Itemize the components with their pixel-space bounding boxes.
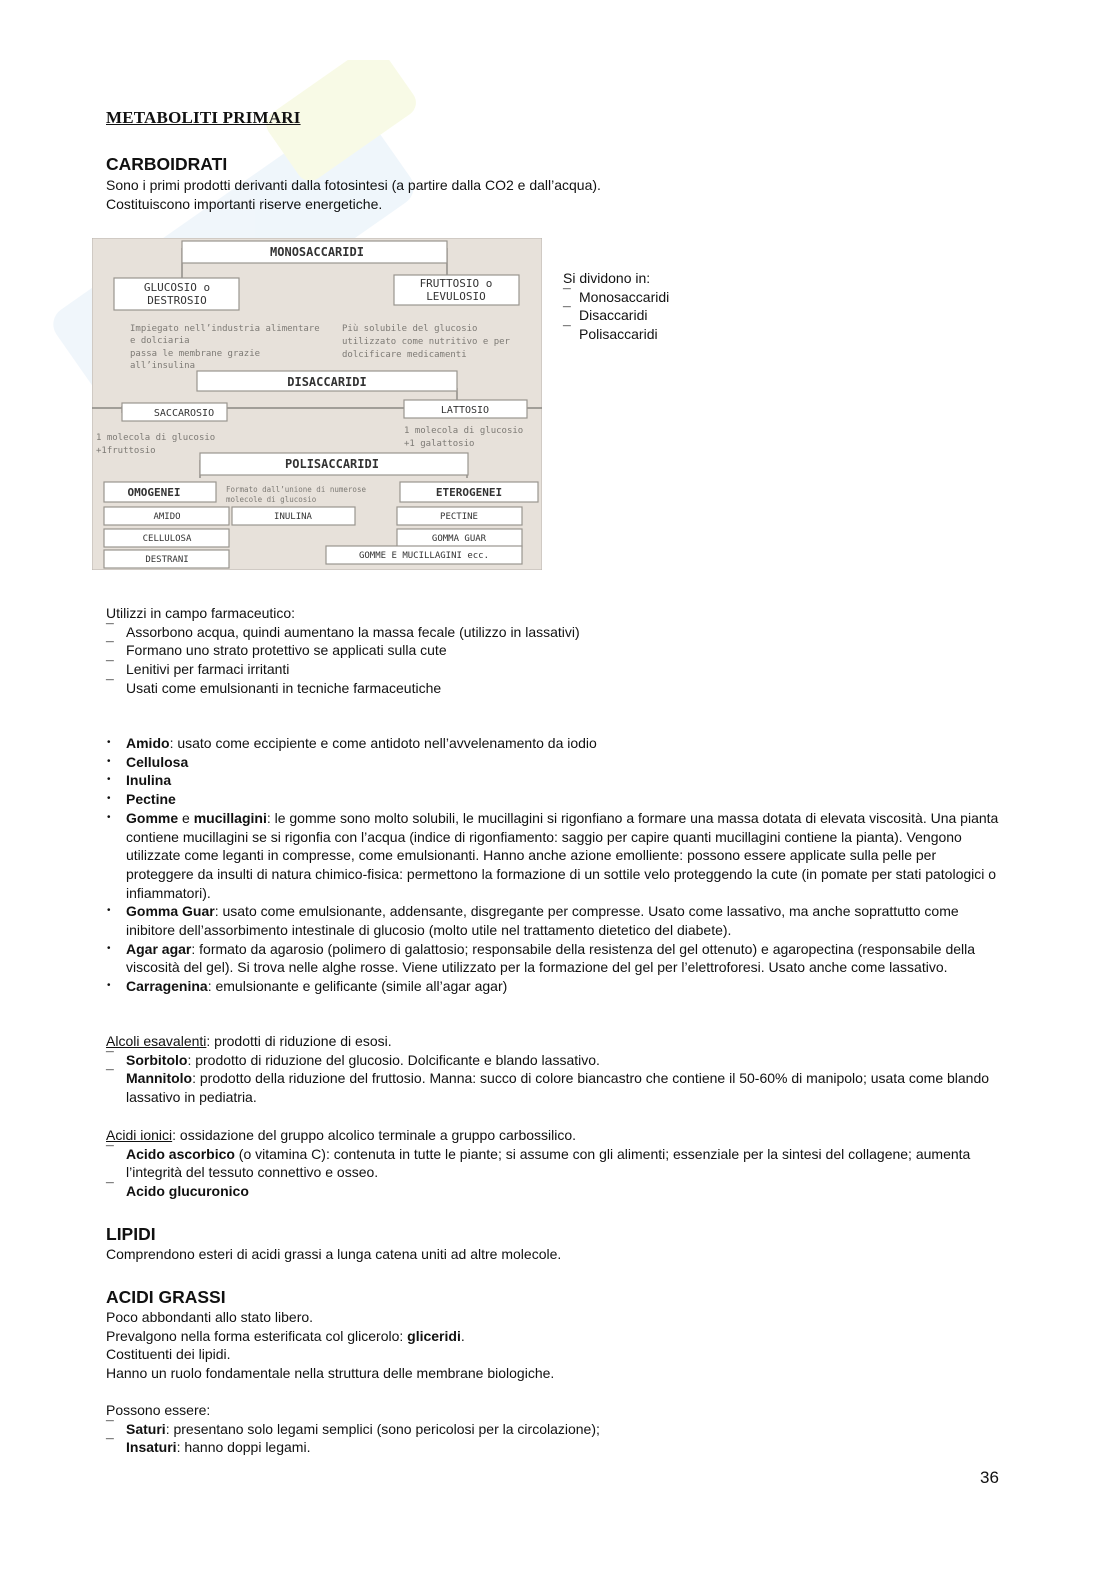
- list-item: [106, 734, 1006, 753]
- list-item: [106, 753, 1006, 772]
- intro-line: Costituiscono importanti riserve energetiche.: [106, 195, 383, 212]
- term: Cellulosa: [126, 753, 189, 770]
- description: : prodotto di riduzione del glucosio. Dolcificante e blando lassativo.: [187, 1051, 600, 1068]
- description: : le gomme sono molto solubili, le mucillagini si rigonfiano a formare una massa dotata di elevata viscosità. Una pianta contiene mucillagini se si rigonfia con l’acqua (indice di rigonfiamento: saggio per capire quanti mucillagini contiene la pianta). Vengono utilizzate come leganti in compresse, come emulsionanti. Hanno anche azione emolliente: possono essere applicate sulla pelle per proteggere da insulti di natura chimico-fisica: permettono la formazione di un sottile velo proteggendo la cute (in pomate per stati patologici o infiammatori).: [126, 809, 999, 901]
- list-item: ¯ Formano uno strato protettivo se applicati sulla cute: [106, 641, 1006, 660]
- term: mucillagini: [193, 809, 267, 826]
- text-line: Costituenti dei lipidi.: [106, 1346, 231, 1363]
- diagram-label-polisaccaridi: POLISACCARIDI: [285, 457, 379, 471]
- term: Sorbitolo: [126, 1051, 188, 1068]
- diagram-note-fruttosio: Più solubile del glucosio: [342, 324, 478, 334]
- term: Pectine: [126, 791, 176, 808]
- underlined-term: Alcoli esavalenti: [106, 1033, 207, 1049]
- diagram-note-lattosio: +1 galattosio: [404, 439, 475, 449]
- si-dividono-list: [563, 288, 669, 344]
- list-item: ¯ Disaccaridi: [563, 306, 669, 325]
- diagram-label-gomme: GOMME E MUCILLAGINI ecc.: [358, 551, 490, 561]
- diagram-label-fruttosio: FRUTTOSIO o: [419, 277, 493, 290]
- list-item: ¯ Monosaccaridi: [563, 288, 669, 307]
- diagram-label-monosaccaridi: MONOSACCARIDI: [270, 245, 364, 259]
- list-item: [106, 940, 1006, 977]
- lipidi-text-block: [106, 1245, 1006, 1264]
- acidi-grassi-list: [106, 1420, 1006, 1457]
- text-line: Poco abbondanti allo stato libero.: [106, 1309, 314, 1325]
- diagram-label-eterogenei: ETEROGENEI: [435, 486, 503, 499]
- diagram-label-omogenei: OMOGENEI: [127, 486, 181, 499]
- page-title: METABOLITI PRIMARI: [106, 108, 301, 127]
- list-item: ¯ Assorbono acqua, quindi aumentano la massa fecale (utilizzo in lassativi): [106, 623, 1006, 642]
- diagram-label-glucosio: DESTROSIO: [147, 294, 207, 307]
- term: Acido ascorbico: [126, 1145, 235, 1162]
- list-item: [106, 1182, 1006, 1201]
- diagram-label-saccarosio: SACCAROSIO: [153, 408, 215, 419]
- term: Acido glucuronico: [126, 1183, 249, 1200]
- list-item: ¯ Polisaccaridi: [563, 325, 669, 344]
- si-dividono-label: Si dividono in:: [563, 270, 651, 286]
- text-part: .: [460, 1327, 465, 1344]
- description: : ossidazione del gruppo alcolico terminale a gruppo carbossilico.: [172, 1127, 577, 1143]
- section-heading-acidi-grassi: ACIDI GRASSI: [106, 1287, 226, 1307]
- term: gliceridi: [407, 1327, 461, 1344]
- diagram-note-poli: molecole di glucosio: [226, 495, 317, 504]
- description: : presentano solo legami semplici (sono pericolosi per la circolazione);: [165, 1420, 600, 1437]
- description: : usato come eccipiente e come antidoto nell’avvelenamento da iodio: [169, 735, 597, 751]
- diagram-label-disaccaridi: DISACCARIDI: [287, 375, 367, 389]
- term: Inulina: [126, 772, 172, 789]
- diagram-label-destrani: DESTRANI: [145, 555, 189, 565]
- diagram-label-amido: AMIDO: [153, 512, 181, 522]
- utilizzi-list: [106, 623, 1006, 698]
- underlined-term: Acidi ionici: [106, 1127, 173, 1143]
- term: Amido: [126, 735, 170, 751]
- description: : prodotti di riduzione di esosi.: [206, 1033, 392, 1049]
- list-item: [106, 809, 1006, 903]
- polysaccharide-list-block: [106, 734, 1006, 996]
- connector: e: [178, 809, 194, 826]
- term: Insaturi: [126, 1439, 177, 1456]
- diagram-note-saccarosio: +1fruttosio: [96, 446, 156, 456]
- term: Mannitolo: [126, 1070, 193, 1087]
- list-item: ¯ Lenitivi per farmaci irritanti: [106, 660, 1006, 679]
- list-item: [106, 1145, 1006, 1182]
- description: : emulsionante e gelificante (simile all’agar agar): [207, 978, 508, 995]
- acidi-grassi-block: [106, 1308, 1006, 1457]
- diagram-note-lattosio: 1 molecola di glucosio: [404, 426, 524, 436]
- diagram-note-fruttosio: dolcificare medicamenti: [342, 350, 467, 360]
- text-line: Hanno un ruolo fondamentale nella struttura delle membrane biologiche.: [106, 1365, 555, 1382]
- utilizzi-block: [106, 604, 1006, 698]
- diagram-note-glucosio: Impiegato nell’industria alimentare: [130, 324, 320, 334]
- list-item: [106, 1438, 1006, 1457]
- lipidi-text: Comprendono esteri di acidi grassi a lunga catena uniti ad altre molecole.: [106, 1246, 562, 1262]
- alcoli-list: [106, 1051, 1006, 1107]
- term: Gomma Guar: [126, 903, 215, 920]
- list-item: [106, 977, 1006, 996]
- description: : usato come emulsionante, addensante, disgregante per compresse. Usato come lassativo, ma anche soprattutto come inibitore dell’assorbimento intestinale di glucosio (molto utile nel trattamento dietetico del diabete).: [126, 903, 959, 939]
- text-part: Prevalgono nella forma esterificata col glicerolo:: [106, 1327, 408, 1344]
- list-item: [106, 790, 1006, 809]
- intro-line: Sono i primi prodotti derivanti dalla fotosintesi (a partire dalla CO2 e dall’acqua).: [106, 177, 601, 193]
- alcoli-label: [106, 1032, 1006, 1051]
- acidi-ionici-label: [106, 1126, 1006, 1145]
- list-item: [106, 1420, 1006, 1439]
- si-dividono-block: [563, 269, 669, 344]
- diagram-note-saccarosio: 1 molecola di glucosio: [96, 433, 216, 443]
- diagram-label-gomma-guar: GOMMA GUAR: [431, 534, 487, 544]
- list-item: ¯ Usati come emulsionanti in tecniche farmaceutiche: [106, 679, 1006, 698]
- diagram-note-poli: Formato dall’unione di numerose: [226, 485, 366, 494]
- text-line: [106, 1327, 1006, 1346]
- term: Carragenina: [126, 978, 208, 995]
- page-number: 36: [980, 1468, 999, 1487]
- diagram-note-fruttosio: utilizzato come nutritivo e per: [342, 337, 510, 347]
- description: (o vitamina C): contenuta in tutte le piante; si assume con gli alimenti; essenziale per la sintesi del collagene; aumenta l’integrità del tessuto connettivo e osseo.: [126, 1145, 971, 1181]
- list-item: [106, 902, 1006, 939]
- acidi-ionici-list: [106, 1145, 1006, 1201]
- diagram-label-inulina: INULINA: [274, 512, 312, 522]
- diagram-note-glucosio: all’insulina: [130, 361, 196, 371]
- diagram-note-glucosio: passa le membrane grazie: [130, 349, 261, 359]
- utilizzi-label: Utilizzi in campo farmaceutico:: [106, 605, 296, 621]
- description: : formato da agarosio (polimero di galattosio; responsabile della resistenza del gel ottenuto) e agaropectina (responsabile della viscosità del gel). Si trova nelle alghe rosse. Viene utilizzato per la formazione del gel per l’elettroforesi. Usato anche come lassativo.: [126, 940, 976, 976]
- section-heading-carboidrati: CARBOIDRATI: [106, 154, 228, 174]
- diagram-label-lattosio: LATTOSIO: [440, 405, 490, 416]
- term: Saturi: [126, 1420, 166, 1437]
- description: : prodotto della riduzione del fruttosio. Manna: succo di colore biancastro che contiene il 50-60% di manipolo; usata come blando lassativo in pediatria.: [126, 1070, 990, 1106]
- carboidrati-intro: [106, 176, 1006, 213]
- term: Gomme: [126, 809, 179, 826]
- possono-label: Possono essere:: [106, 1401, 211, 1418]
- carbohydrate-diagram: [92, 238, 542, 570]
- diagram-note-glucosio: e dolciaria: [130, 336, 190, 346]
- section-heading-lipidi: LIPIDI: [106, 1224, 156, 1244]
- polysaccharide-list: [106, 734, 1006, 996]
- list-item: [106, 1069, 1006, 1106]
- diagram-label-cellulosa: CELLULOSA: [142, 534, 192, 544]
- list-item: [106, 771, 1006, 790]
- diagram-label-glucosio: GLUCOSIO o: [143, 281, 211, 294]
- description: : hanno doppi legami.: [176, 1439, 311, 1456]
- list-item: [106, 1051, 1006, 1070]
- term: Agar agar: [126, 940, 192, 957]
- acidi-ionici-block: [106, 1126, 1006, 1201]
- alcoli-block: [106, 1032, 1006, 1107]
- diagram-label-pectine: PECTINE: [440, 512, 478, 522]
- diagram-label-fruttosio: LEVULOSIO: [426, 290, 486, 303]
